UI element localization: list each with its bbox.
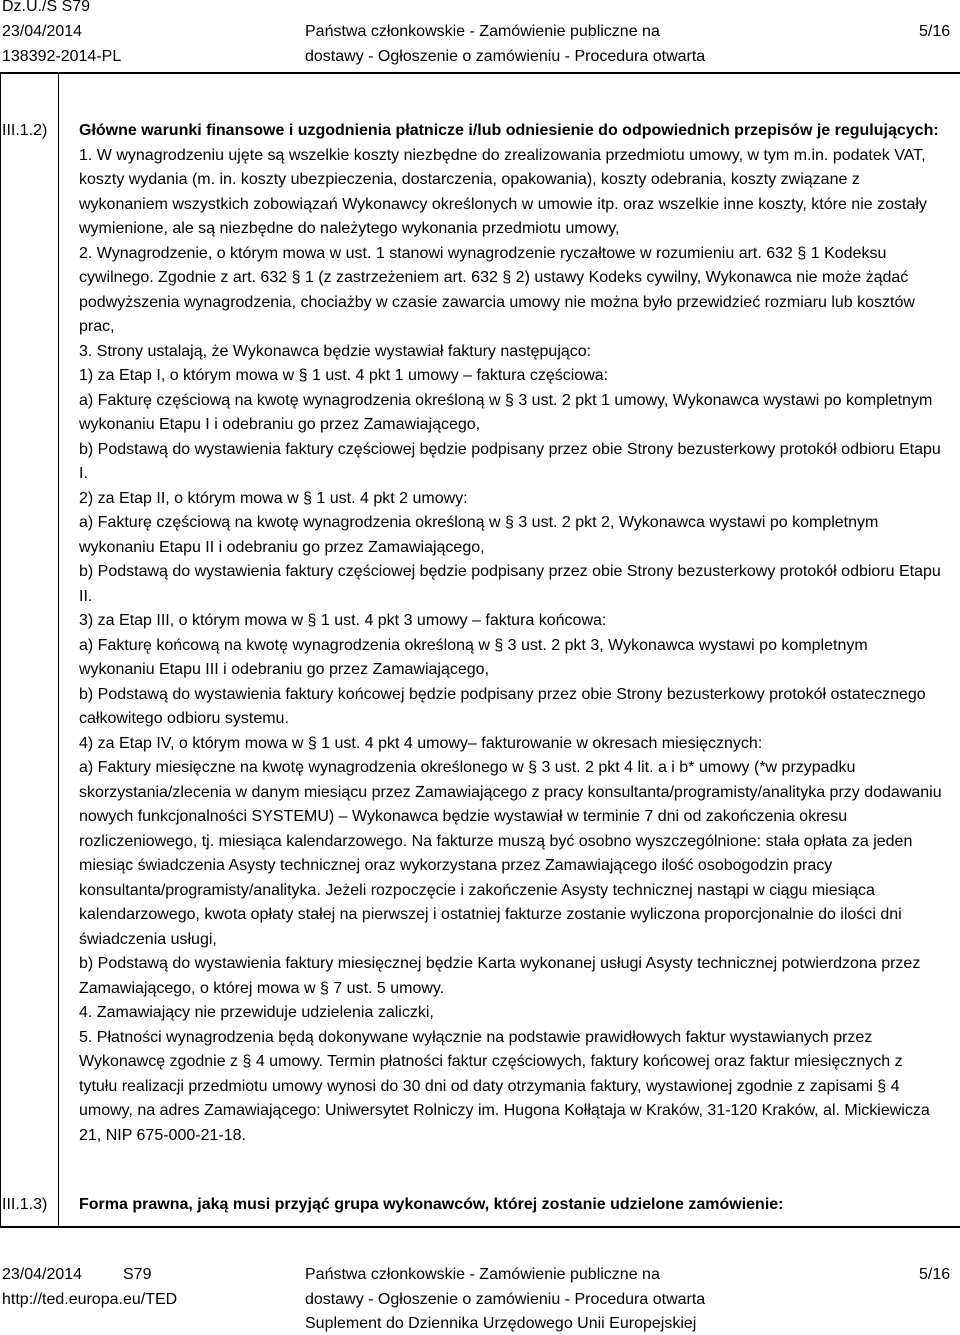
paragraph: 1. W wynagrodzeniu ujęte są wszelkie koszty niezbędne do zrealizowania przedmiotu umowy, w tym m.in. podatek VAT, koszty wydania (m. in. koszty ubezpieczenia, dostarczenia, opakowania), koszty odebrania, koszty związane z wykonaniem wszystkich zobowiązań Wykonawcy określonych w umowie itp. oraz wszelkie inne koszty, które nie zostały wymienione, ale są niezbędne do należytego wykonania przedmiotu umowy, bbox=[79, 146, 927, 237]
paragraph: b) Podstawą do wystawienia faktury częściowej będzie podpisany przez obie Strony bezusterkowy protokół odbioru Etapu II. bbox=[79, 563, 941, 605]
header-date: 23/04/2014 bbox=[2, 23, 83, 40]
header-title-line1: Państwa członkowskie - Zamówienie publiczne na bbox=[305, 23, 660, 40]
section-number-divider bbox=[58, 72, 59, 1226]
footer-title-line3: Suplement do Dziennika Urzędowego Unii Europejskiej bbox=[305, 1315, 697, 1332]
header-divider bbox=[0, 72, 960, 74]
footer-page-number: 5/16 bbox=[919, 1266, 951, 1283]
document-id: 138392-2014-PL bbox=[2, 48, 122, 65]
paragraph: a) Faktury miesięczne na kwotę wynagrodzenia określonego w § 3 ust. 2 pkt 4 lit. a i b* umowy (*w przypadku skorzystania/zlecenia w danym miesiącu przez Zamawiającego z pracy konsultanta/programisty/analityka przy dodawaniu nowych funkcjonalności SYSTEMU) – Wykonawca będzie wystawiał w terminie 7 dni od zakończenia okresu rozliczeniowego, tj. miesiąca kalendarzowego. Na fakturze muszą być osobno wyszczególnione: stała opłata za jeden miesiąc świadczenia Asysty technicznej oraz wykorzystana przez Zamawiającego ilość osobogodzin pracy konsultanta/programisty/analityka. Jeżeli rozpoczęcie i zakończenie Asysty technicznej nastąpi w ciągu miesiąca kalendarzowego, kwota opłaty stałej na pierwszej i ostatniej fakturze zostanie wyliczona proporcjonalnie do ilości dni świadczenia usługi, bbox=[79, 759, 942, 948]
footer-title-line1: Państwa członkowskie - Zamówienie publiczne na bbox=[305, 1266, 660, 1283]
footer-divider bbox=[0, 1226, 960, 1228]
paragraph: b) Podstawą do wystawienia faktury końcowej będzie podpisany przez obie Strony bezusterkowy protokół ostatecznego całkowitego odbioru systemu. bbox=[79, 685, 926, 727]
footer-date: 23/04/2014 bbox=[2, 1266, 83, 1283]
section-number: III.1.3) bbox=[2, 1196, 48, 1213]
paragraph: 2. Wynagrodzenie, o którym mowa w ust. 1 stanowi wynagrodzenie ryczałtowe w rozumieniu art. 632 § 1 Kodeksu cywilnego. Zgodnie z art. 632 § 1 (z zastrzeżeniem art. 632 § 2) ustawy Kodeks cywilny, Wykonawca nie może żądać podwyższenia wynagrodzenia, chociażby w czasie zawarcia umowy nie można było przewidzieć rozmiaru lub kosztów prac, bbox=[79, 244, 915, 335]
footer-url: http://ted.europa.eu/TED bbox=[2, 1291, 178, 1308]
section-number: III.1.2) bbox=[2, 122, 48, 139]
section-title: Główne warunki finansowe i uzgodnienia płatnicze i/lub odniesienie do odpowiednich przepisów je regulujących: bbox=[79, 122, 939, 139]
footer-title-line2: dostawy - Ogłoszenie o zamówieniu - Procedura otwarta bbox=[305, 1291, 706, 1308]
paragraph: a) Fakturę częściową na kwotę wynagrodzenia określoną w § 3 ust. 2 pkt 2, Wykonawca wystawi po kompletnym wykonaniu Etapu II i odebraniu go przez Zamawiającego, bbox=[79, 514, 879, 556]
journal-ref: Dz.U./S S79 bbox=[2, 0, 91, 15]
header-page-number: 5/16 bbox=[919, 23, 951, 40]
paragraph: a) Fakturę końcową na kwotę wynagrodzenia określoną w § 3 ust. 2 pkt 3, Wykonawca wystawi po kompletnym wykonaniu Etapu III i odebraniu go przez Zamawiającego, bbox=[79, 636, 868, 678]
header-title-line2: dostawy - Ogłoszenie o zamówieniu - Procedura otwarta bbox=[305, 48, 706, 65]
paragraph: 2) za Etap II, o którym mowa w § 1 ust. 4 pkt 2 umowy: bbox=[79, 489, 468, 507]
paragraph: 3) za Etap III, o którym mowa w § 1 ust. 4 pkt 3 umowy – faktura końcowa: bbox=[79, 612, 607, 629]
paragraph: b) Podstawą do wystawienia faktury częściowej będzie podpisany przez obie Strony bezusterkowy protokół odbioru Etapu I. bbox=[79, 440, 941, 482]
footer-series: S79 bbox=[123, 1266, 152, 1283]
section-body bbox=[79, 119, 945, 1148]
paragraph: 1) za Etap I, o którym mowa w § 1 ust. 4 pkt 1 umowy – faktura częściowa: bbox=[79, 367, 609, 384]
paragraph: 4) za Etap IV, o którym mowa w § 1 ust. 4 pkt 4 umowy– fakturowanie w okresach miesięcznych: bbox=[79, 734, 763, 752]
section-paragraphs bbox=[79, 144, 945, 1149]
paragraph: 5. Płatności wynagrodzenia będą dokonywane wyłącznie na podstawie prawidłowych faktur wystawianych przez Wykonawcę zgodnie z § 4 umowy. Termin płatności faktur częściowych, faktury końcowej oraz faktur miesięcznych z tytułu realizacji przedmiotu umowy wynosi do 30 dni od daty otrzymania faktury, wystawionej zgodnie z zapisami § 4 umowy, na adres Zamawiającego: Uniwersytet Rolniczy im. Hugona Kołłątaja w Kraków, 31-120 Kraków, al. Mickiewicza 21, NIP 675-000-21-18. bbox=[79, 1028, 930, 1144]
paragraph: 3. Strony ustalają, że Wykonawca będzie wystawiał faktury następująco: bbox=[79, 342, 592, 360]
section-title: Forma prawna, jaką musi przyjąć grupa wykonawców, której zostanie udzielone zamówienie: bbox=[79, 1196, 784, 1213]
paragraph: b) Podstawą do wystawienia faktury miesięcznej będzie Karta wykonanej usługi Asysty technicznej potwierdzona przez Zamawiającego, o której mowa w § 7 ust. 5 umowy. bbox=[79, 955, 921, 997]
left-border bbox=[0, 72, 1, 1226]
paragraph: 4. Zamawiający nie przewiduje udzielenia zaliczki, bbox=[79, 1004, 434, 1021]
paragraph: a) Fakturę częściową na kwotę wynagrodzenia określoną w § 3 ust. 2 pkt 1 umowy, Wykonawca wystawi po kompletnym wykonaniu Etapu I i odebraniu go przez Zamawiającego, bbox=[79, 391, 933, 433]
